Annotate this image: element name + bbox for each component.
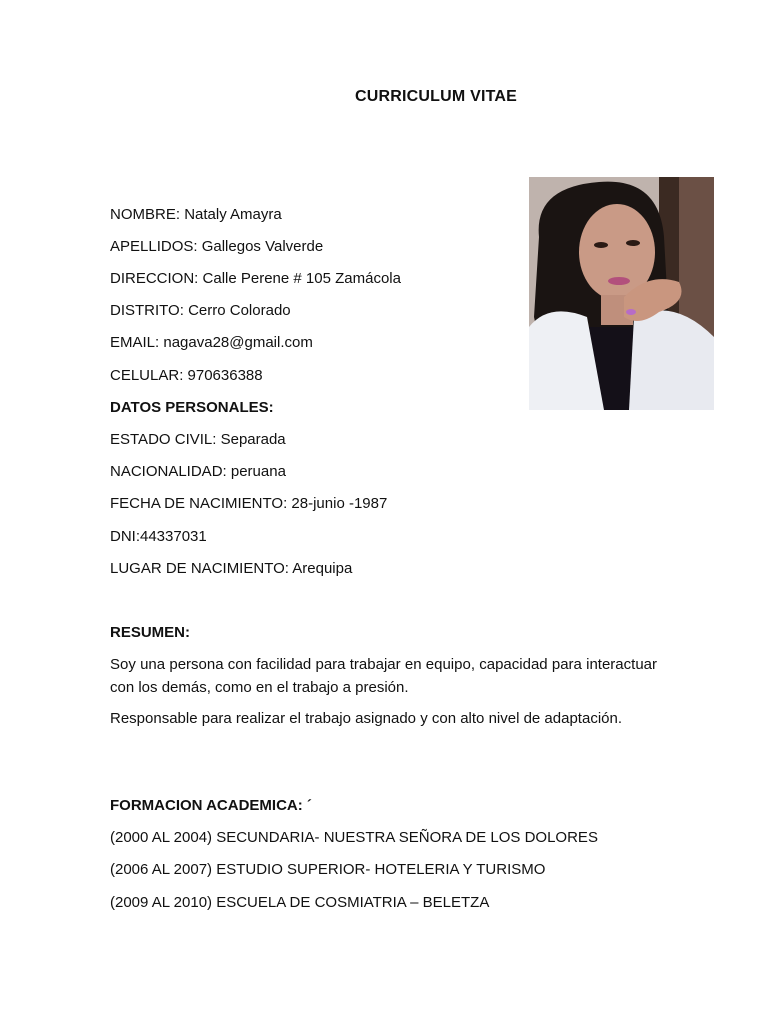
field-direccion-label: DIRECCION: bbox=[110, 270, 199, 287]
formacion-item: (2000 AL 2004) SECUNDARIA- NUESTRA SEÑORA DE LOS DOLORES bbox=[110, 829, 598, 846]
field-nacionalidad-label: NACIONALIDAD: bbox=[110, 463, 227, 480]
field-dni-label: DNI: bbox=[110, 528, 140, 545]
field-lugar-nacimiento bbox=[110, 559, 352, 579]
datos-personales-heading: DATOS PERSONALES: bbox=[110, 399, 274, 416]
field-estado-civil bbox=[110, 430, 286, 450]
field-dni-value: 44337031 bbox=[140, 528, 207, 545]
field-dni bbox=[110, 527, 207, 547]
field-fecha-nacimiento bbox=[110, 494, 387, 514]
field-email bbox=[110, 333, 313, 353]
resumen-paragraph-1: Soy una persona con facilidad para trabajar en equipo, capacidad para interactuar con los demás, como en el trabajo a presión. bbox=[110, 656, 657, 696]
formacion-heading: FORMACION ACADEMICA: ´ bbox=[110, 797, 312, 814]
field-nombre-value: Nataly Amayra bbox=[184, 206, 282, 223]
field-lugar-nacimiento-value: Arequipa bbox=[292, 560, 353, 577]
field-lugar-nacimiento-label: LUGAR DE NACIMIENTO: bbox=[110, 560, 289, 577]
field-email-label: EMAIL: bbox=[110, 334, 160, 351]
profile-photo bbox=[529, 177, 714, 410]
formacion-item: (2009 AL 2010) ESCUELA DE COSMIATRIA – BELETZA bbox=[110, 894, 490, 911]
field-email-value: nagava28@gmail.com bbox=[163, 334, 313, 351]
field-nacionalidad-value: peruana bbox=[230, 463, 286, 480]
field-distrito-label: DISTRITO: bbox=[110, 302, 184, 319]
field-distrito-value: Cerro Colorado bbox=[188, 302, 291, 319]
field-estado-civil-label: ESTADO CIVIL: bbox=[110, 431, 217, 448]
field-apellidos-label: APELLIDOS: bbox=[110, 238, 198, 255]
field-apellidos-value: Gallegos Valverde bbox=[201, 238, 324, 255]
resumen-heading: RESUMEN: bbox=[110, 624, 191, 641]
field-direccion-value: Calle Perene # 105 Zamácola bbox=[202, 270, 401, 287]
field-direccion bbox=[110, 269, 401, 289]
field-estado-civil-value: Separada bbox=[220, 431, 286, 448]
field-celular-label: CELULAR: bbox=[110, 367, 184, 384]
field-celular bbox=[110, 366, 263, 386]
field-nacionalidad bbox=[110, 462, 286, 482]
field-fecha-nacimiento-label: FECHA DE NACIMIENTO: bbox=[110, 495, 288, 512]
field-fecha-nacimiento-value: 28-junio -1987 bbox=[291, 495, 388, 512]
formacion-item: (2006 AL 2007) ESTUDIO SUPERIOR- HOTELERIA Y TURISMO bbox=[110, 861, 546, 878]
resumen-paragraph-2: Responsable para realizar el trabajo asignado y con alto nivel de adaptación. bbox=[110, 710, 622, 727]
page-title: CURRICULUM VITAE bbox=[355, 88, 518, 105]
field-distrito bbox=[110, 301, 291, 321]
field-nombre bbox=[110, 205, 282, 225]
field-apellidos bbox=[110, 237, 323, 257]
field-celular-value: 970636388 bbox=[187, 367, 263, 384]
field-nombre-label: NOMBRE: bbox=[110, 206, 181, 223]
